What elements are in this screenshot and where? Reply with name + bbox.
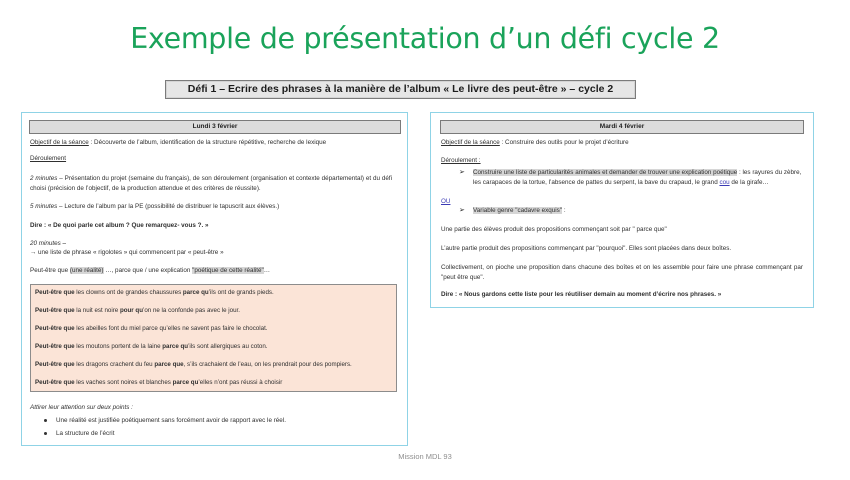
example-lead: Peut-être que <box>35 361 75 368</box>
example-sentence <box>35 361 352 368</box>
example-part: les moutons portent de la laine <box>74 343 163 350</box>
objective-text: : Découverte de l’album, identification de la structure répétitive, recherche de lexique <box>88 139 327 146</box>
step-time: 2 minutes <box>30 175 58 182</box>
option-text: : <box>562 207 566 214</box>
day-heading: Lundi 3 février <box>29 120 401 134</box>
example-part: ’on ne la confonde pas avec le jour. <box>142 307 240 314</box>
bullet-icon <box>44 419 47 422</box>
objective-line <box>30 138 400 148</box>
option-highlight: Variable genre "cadavre exquis" <box>473 207 563 214</box>
option-text: de la girafe… <box>729 179 769 186</box>
step-time: 5 minutes <box>30 203 58 210</box>
pattern-explanation: "poétique de cette réalité" <box>192 267 264 274</box>
example-sentence <box>35 343 268 350</box>
step-text: – Présentation du projet (semaine du français), de son déroulement (organisation et contexte départemental) et du défi choisi (précision de l’objectif, de la production attendue et des critères de réussite). <box>30 175 392 192</box>
step-list-goal: → une liste de phrase « rigolotes » qui commencent par « peut-être » <box>30 249 224 256</box>
option-animal-list <box>473 168 805 188</box>
example-sentence <box>35 379 282 386</box>
attention-label: Attirer leur attention sur deux points : <box>30 404 133 411</box>
objective-label: Objectif de la séance <box>30 139 89 146</box>
dire-question: Dire : « De quoi parle cet album ? Que remarquez- vous ?. » <box>30 222 209 229</box>
point-text: Une réalité est justifiée poétiquement sans forcément avoir de rapport avec le réel. <box>56 417 286 424</box>
example-part: les clowns ont de grandes chaussures <box>74 289 183 296</box>
attention-point <box>44 416 286 426</box>
deroulement-label: Déroulement : <box>441 157 481 164</box>
paragraph: Collectivement, on pioche une proposition dans chacune des boîtes et on les assemble pour faire une phrase commençant par "peut être que". <box>441 264 803 281</box>
option-text: : les rayures du zèbre, les carapaces de la tortue, l’absence de pattes du serpent, la bave du crapaud, le grand <box>473 169 802 186</box>
or-separator <box>441 197 450 207</box>
example-connector: pour qu <box>119 307 143 314</box>
example-part: la nuit est noire <box>74 307 120 314</box>
paragraph: Une partie des élèves produit des propositions commençant soit par " parce que" <box>441 226 667 233</box>
example-part: ’elles n’ont pas réussi à choisir <box>198 379 283 386</box>
attention-point <box>44 429 114 439</box>
example-connector: parce qu <box>172 379 199 386</box>
example-sentence <box>35 289 274 296</box>
pattern-prefix: Peut-être que <box>30 267 70 274</box>
bullet-icon <box>44 432 47 435</box>
point-text: La structure de l’écrit <box>56 430 115 437</box>
example-lead: Peut-être que <box>35 379 75 386</box>
step-text: – Lecture de l’album par la PE (possibilité de distribuer le tapuscrit aux élèves.) <box>57 203 280 210</box>
examples-box <box>30 284 397 392</box>
step-reading <box>30 202 392 212</box>
sentence-pattern <box>30 266 270 276</box>
example-part: les vaches sont noires et blanches <box>74 379 173 386</box>
example-lead: Peut-être que <box>35 289 75 296</box>
option-cadavre-exquis <box>473 206 566 216</box>
pattern-reality: (une réalité) <box>69 267 104 274</box>
example-part: les abeilles font du miel parce qu’elles ne savent pas faire le chocolat. <box>74 325 268 332</box>
example-sentence <box>35 307 240 314</box>
defi-banner: Défi 1 – Ecrire des phrases à la manière de l’album « Le livre des peut-être » – cycle 2 <box>165 80 636 99</box>
objective-label: Objectif de la séance <box>441 139 500 146</box>
step-presentation <box>30 174 392 194</box>
objective-line <box>441 138 801 148</box>
example-connector: parce que <box>154 361 184 368</box>
example-connector: parce qu <box>162 343 189 350</box>
deroulement-label: Déroulement <box>30 155 67 162</box>
arrow-bullet-icon: ➢ <box>459 207 465 214</box>
pattern-middle: …, parce que / une explication <box>103 267 193 274</box>
example-part: , s’ils crachaient de l’eau, on les prendrait pour des pompiers. <box>183 361 352 368</box>
paragraph: L’autre partie produit des propositions commençant par "pourquoi". Elles sont placées dans deux boîtes. <box>441 245 732 252</box>
example-lead: Peut-être que <box>35 307 75 314</box>
example-part: ’ils sont allergiques au coton. <box>188 343 268 350</box>
day-heading: Mardi 4 février <box>440 120 804 134</box>
session-panel-tuesday <box>430 112 814 308</box>
slide-title: Exemple de présentation d’un défi cycle 2 <box>130 22 720 55</box>
example-lead: Peut-être que <box>35 343 75 350</box>
example-part: les dragons crachent du feu <box>74 361 155 368</box>
session-panel-monday <box>21 112 408 446</box>
example-lead: Peut-être que <box>35 325 75 332</box>
example-connector: parce qu <box>182 289 209 296</box>
example-part: ’ils ont de grands pieds. <box>208 289 274 296</box>
arrow-bullet-icon: ➢ <box>459 169 465 176</box>
option-highlight: Construire une liste de particularités animales et demander de trouver une explication poétique <box>473 169 738 176</box>
objective-text: : Construire des outils pour le projet d’écriture <box>499 139 629 146</box>
dire-statement: Dire : « Nous gardons cette liste pour les réutiliser demain au moment d’écrire nos phrases. » <box>441 291 722 298</box>
example-sentence <box>35 325 268 332</box>
ou-link[interactable]: OU <box>441 198 451 205</box>
cou-link[interactable]: cou <box>719 179 730 186</box>
step-time: 20 minutes – <box>30 240 67 247</box>
pattern-suffix: … <box>263 267 271 274</box>
footer-credit: Mission MDL 93 <box>398 452 452 461</box>
